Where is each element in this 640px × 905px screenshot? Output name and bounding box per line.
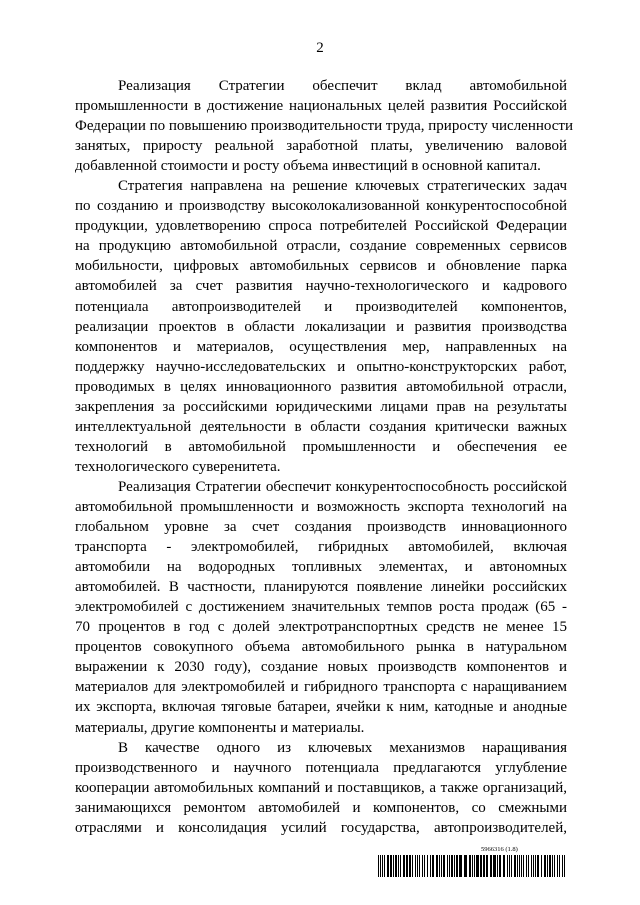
text-line: продукции, удовлетворению спроса потребителей Российской Федерации <box>75 218 567 235</box>
text-line: Федерации по повышению производительности труда, приросту численности <box>75 118 574 135</box>
page-number: 2 <box>316 40 324 56</box>
text-line: автомобили на водородных топливных элементах, и автономных <box>75 559 567 576</box>
text-line: закрепления за российскими юридическими лицами прав на результаты <box>75 398 567 415</box>
body-text <box>75 76 574 838</box>
text-line: производственного и научного потенциала предлагаются углубление <box>75 759 567 776</box>
text-line: 70 процентов в год с долей электротранспортных средств не менее 15 <box>75 619 567 636</box>
text-line: занятых, приросту реальной заработной платы, увеличению валовой <box>75 138 567 155</box>
text-line: промышленности в достижение национальных целей развития Российской <box>75 98 567 115</box>
text-line: выражении к 2030 году), создание новых производств компонентов и <box>75 659 567 676</box>
text-line: электромобилей с достижением значительных темпов роста продаж (65 - <box>75 599 567 616</box>
text-line: Стратегия направлена на решение ключевых стратегических задач <box>118 178 567 195</box>
text-line: проводимых в целях инновационного развития автомобильной отрасли, <box>75 378 567 395</box>
text-line: отраслями и консолидация усилий государства, автопроизводителей, <box>75 819 567 836</box>
text-line: на продукцию автомобильной отрасли, создание современных сервисов <box>75 238 567 255</box>
text-line: материалы, другие компоненты и материалы. <box>75 719 365 736</box>
text-line: технологического суверенитета. <box>75 458 281 475</box>
text-line: по созданию и производству высоколокализованной конкурентоспособной <box>75 198 567 215</box>
text-line: реализации проектов в области локализации и развития производства <box>75 318 567 335</box>
barcode-image <box>378 855 565 877</box>
text-line: автомобильной промышленности и возможность экспорта технологий на <box>75 498 567 515</box>
text-line: поддержку научно-исследовательских и опытно-конструкторских работ, <box>75 358 567 375</box>
text-line: потенциала автопроизводителей и производителей компонентов, <box>75 298 567 315</box>
text-line: интеллектуальной деятельности в области создания критически важных <box>75 418 567 435</box>
text-line: кооперации автомобильных компаний и поставщиков, а также организаций, <box>75 779 567 796</box>
text-line: компонентов и материалов, осуществления мер, направленных на <box>75 338 567 355</box>
text-line: автомобилей за счет развития научно-технологического и кадрового <box>75 278 567 295</box>
text-line: глобальном уровне за счет создания производств инновационного <box>75 519 567 536</box>
text-line: Реализация Стратегии обеспечит вклад автомобильной <box>118 78 567 94</box>
text-line: добавленной стоимости и росту объема инвестиций в основной капитал. <box>75 158 541 175</box>
text-line: их экспорта, включая тяговые батареи, ячейки к ним, катодные и анодные <box>75 699 567 716</box>
text-line: технологий в автомобильной промышленности и обеспечения ее <box>75 438 567 455</box>
text-line: автомобилей. В частности, планируются появление линейки российских <box>75 579 567 596</box>
text-line: занимающихся ремонтом автомобилей и компонентов, со смежными <box>75 799 567 816</box>
text-line: В качестве одного из ключевых механизмов наращивания <box>118 739 567 756</box>
text-line: Реализация Стратегии обеспечит конкурентоспособность российской <box>118 478 567 495</box>
text-line: транспорта - электромобилей, гибридных автомобилей, включая <box>75 539 567 556</box>
barcode-number: 5966316 (1.8) <box>481 846 518 853</box>
text-line: мобильности, цифровых автомобильных сервисов и обновление парка <box>75 258 567 275</box>
text-line: материалов для электромобилей и гибридного транспорта с наращиванием <box>75 679 567 696</box>
text-line: процентов совокупного объема автомобильного рынка в натуральном <box>75 639 567 656</box>
